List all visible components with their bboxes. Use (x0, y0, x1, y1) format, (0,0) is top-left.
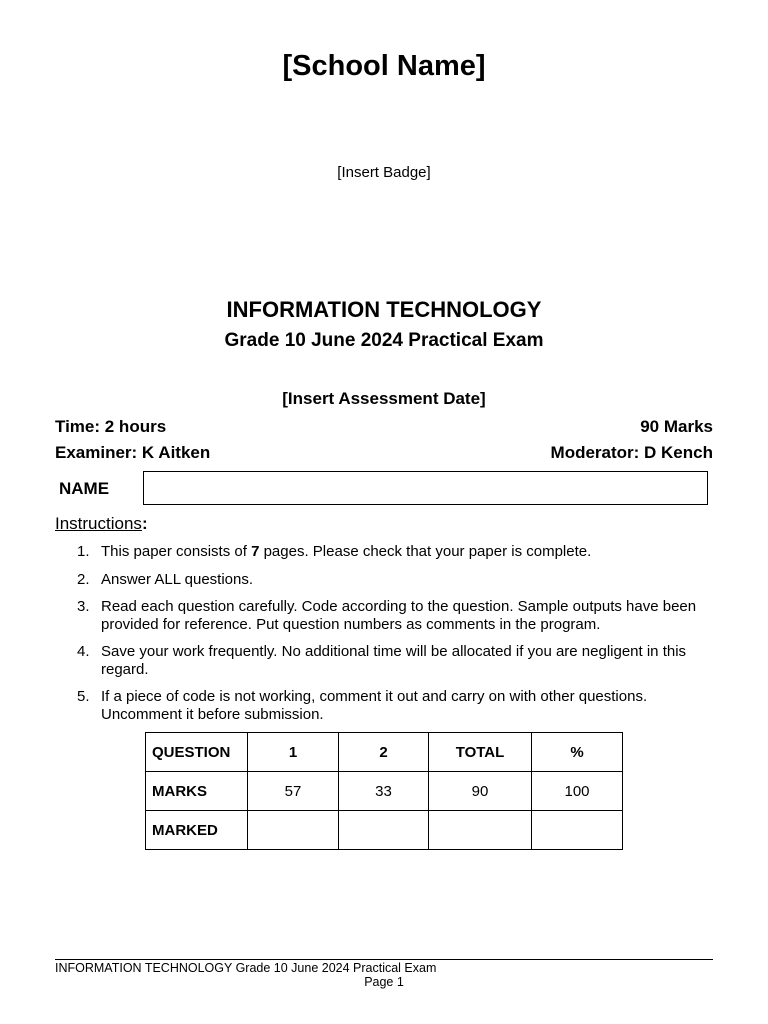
badge-placeholder: [Insert Badge] (337, 164, 431, 181)
table-cell: 33 (339, 772, 429, 811)
instruction-text: If a piece of code is not working, comment it out and carry on with other questions. Uncomment it before submission. (101, 688, 648, 723)
instruction-item (55, 688, 713, 723)
table-cell: 90 (429, 772, 532, 811)
table-cell: 57 (248, 772, 339, 811)
page-count: 7 (251, 543, 260, 560)
table-header-cell: 1 (248, 733, 339, 772)
table-header-cell: 2 (339, 733, 429, 772)
table-header-row (146, 733, 623, 772)
marked-cell[interactable] (339, 811, 429, 850)
instruction-text: Save your work frequently. No additional time will be allocated if you are negligent in this regard. (101, 643, 687, 678)
school-name: [School Name] (282, 50, 486, 82)
instruction-number: 5. (77, 688, 90, 705)
instructions-heading-colon: : (141, 514, 148, 533)
instruction-number: 3. (77, 598, 90, 615)
table-header-cell: QUESTION (146, 733, 248, 772)
instruction-text: This paper consists of (101, 543, 252, 560)
instruction-text: Answer ALL questions. (101, 570, 254, 588)
table-row (146, 772, 623, 811)
total-marks: 90 Marks (640, 417, 713, 436)
marked-cell[interactable] (248, 811, 339, 850)
marks-table (145, 732, 623, 850)
name-field[interactable] (143, 471, 708, 505)
instruction-number: 2. (77, 570, 90, 588)
moderator: Moderator: D Kench (550, 443, 713, 462)
exam-time: Time: 2 hours (55, 417, 167, 436)
examiner: Examiner: K Aitken (55, 443, 211, 462)
exam-title: Grade 10 June 2024 Practical Exam (224, 330, 544, 351)
assessment-date: [Insert Assessment Date] (282, 389, 486, 408)
table-header-cell: % (532, 733, 623, 772)
instruction-item (55, 543, 713, 561)
instruction-item (55, 643, 713, 678)
instructions-heading-text: Instructions (55, 514, 142, 533)
table-header-cell: TOTAL (429, 733, 532, 772)
marked-cell[interactable] (429, 811, 532, 850)
footer-divider (55, 959, 713, 960)
table-row-label: MARKS (146, 772, 248, 811)
table-row (146, 811, 623, 850)
instructions-heading (55, 514, 148, 534)
table-row-label: MARKED (146, 811, 248, 850)
page-number: Page 1 (364, 975, 404, 989)
instruction-text: pages. Please check that your paper is complete. (259, 543, 592, 560)
marked-cell[interactable] (532, 811, 623, 850)
table-cell: 100 (532, 772, 623, 811)
instruction-number: 1. (77, 543, 90, 560)
footer-text: INFORMATION TECHNOLOGY Grade 10 June 2024 Practical Exam (55, 961, 437, 975)
subject-title: INFORMATION TECHNOLOGY (226, 297, 542, 322)
instruction-number: 4. (77, 643, 90, 660)
name-label: NAME (59, 479, 110, 498)
instructions-list (55, 543, 713, 733)
instruction-text: Read each question carefully. Code according to the question. Sample outputs have been provided for reference. Put question numbers as comments in the program. (101, 598, 697, 633)
instruction-item (55, 598, 713, 633)
instruction-item (55, 571, 713, 589)
